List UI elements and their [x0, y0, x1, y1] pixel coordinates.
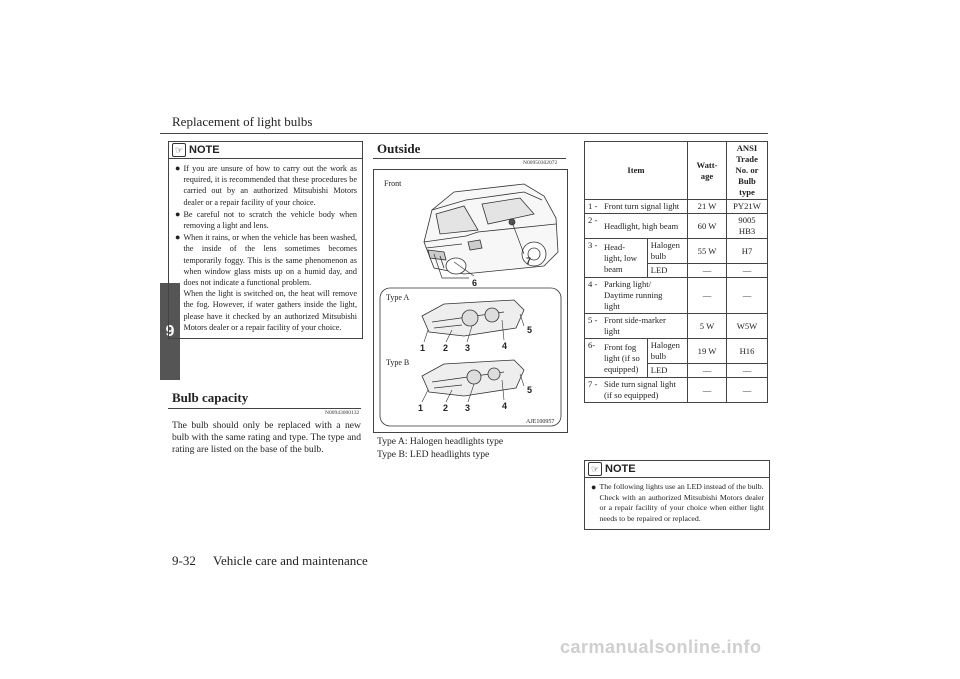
- callout-3a: 3: [465, 343, 471, 353]
- headlight-figure: [373, 169, 568, 433]
- type-a-label: Type A: [386, 293, 410, 302]
- col-header-wattage: Watt- age: [688, 142, 727, 200]
- watermark: carmanualsonline.info: [560, 637, 762, 657]
- table-row: 6- Front fog light (if so equipped) Halogen bulb 19 W H16: [585, 339, 768, 364]
- section-rule: [373, 158, 566, 159]
- note-box: [584, 460, 770, 530]
- bulb-capacity-text: The bulb should only be replaced with a new bulb with the same rating and type. The type and rating are listed on the base of the bulb.: [172, 420, 361, 456]
- callout-3b: 3: [465, 403, 471, 413]
- table-header-row: [585, 142, 768, 200]
- outside-title: Outside: [377, 141, 421, 156]
- bulb-capacity-title: Bulb capacity: [172, 390, 249, 405]
- table-row: 5 - Front side-marker light 5 W W5W: [585, 314, 768, 339]
- table-row: 2 - Headlight, high beam 60 W 9005 HB3: [585, 214, 768, 239]
- note-item: ● If you are unsure of how to carry out the work as required, it is recommended that these procedures be carried out by an authorized Mitsubishi Motors dealer or a repair facility of your choice.: [175, 163, 357, 207]
- header-rule: [160, 133, 768, 134]
- table-row: 3 - Head- light, low beam Halogen bulb 55 W H7: [585, 239, 768, 264]
- callout-5a: 5: [527, 325, 533, 335]
- section-code: N00950302072: [523, 160, 558, 166]
- col-header-ansi: ANSI Trade No. or Bulb type: [727, 142, 768, 200]
- table-row: LED — —: [585, 264, 768, 278]
- table-row: LED — —: [585, 364, 768, 378]
- table-row: 4 - Parking light/ Daytime running light — —: [585, 278, 768, 314]
- bulb-table: [584, 141, 768, 403]
- page-header: Replacement of light bulbs: [172, 114, 313, 129]
- chapter-tab: 9: [160, 283, 180, 380]
- note-hand-icon: ☞: [588, 462, 602, 476]
- table-row: 7 - Side turn signal light (if so equipped) — —: [585, 378, 768, 403]
- callout-2a: 2: [443, 343, 449, 353]
- note-item: ● When it rains, or when the vehicle has been washed, the inside of the lens sometimes becomes temporarily foggy. This is the same phenomenon as when window glass mists up on a humid day, and does not indicate a functional problem. When the light is switched on, the heat will remove the fog. However, if water gathers inside the light, please have it checked by an authorized Mitsubishi Motors dealer or a repair facility of your choice.: [175, 232, 357, 332]
- section-rule: [168, 408, 361, 409]
- type-b-label: Type B: [386, 358, 410, 367]
- note-header: [169, 142, 362, 159]
- callout-6: 6: [472, 278, 478, 288]
- note-body: [585, 478, 769, 529]
- callout-1a: 1: [420, 343, 426, 353]
- front-label: Front: [384, 179, 402, 188]
- note-label: NOTE: [605, 463, 636, 475]
- note-item: ● Be careful not to scratch the vehicle body when removing a light and lens.: [175, 208, 357, 231]
- caption-type-a: Type A: Halogen headlights type: [377, 436, 504, 447]
- callout-7: 7: [526, 256, 532, 266]
- note-header: [585, 461, 769, 478]
- note-item: ● The following lights use an LED instead of the bulb. Check with an authorized Mitsubishi Motors dealer or a repair facility of your choice when either light needs to be repaired or replaced.: [591, 482, 764, 523]
- section-code: N00943000132: [325, 410, 360, 416]
- footer-section: Vehicle care and maintenance: [213, 553, 368, 568]
- table-row: 1 - Front turn signal light 21 W PY21W: [585, 200, 768, 214]
- note-body: [169, 159, 362, 338]
- figure-code: AJE100957: [526, 419, 555, 425]
- callout-4a: 4: [502, 341, 508, 351]
- note-hand-icon: ☞: [172, 143, 186, 157]
- page-number: 9-32: [172, 553, 196, 568]
- caption-type-b: Type B: LED headlights type: [377, 449, 490, 460]
- callout-2b: 2: [443, 403, 449, 413]
- callout-5b: 5: [527, 385, 533, 395]
- col-header-item: Item: [585, 142, 688, 200]
- note-label: NOTE: [189, 144, 220, 156]
- callout-4b: 4: [502, 401, 508, 411]
- callout-1b: 1: [418, 403, 424, 413]
- note-box: [168, 141, 363, 339]
